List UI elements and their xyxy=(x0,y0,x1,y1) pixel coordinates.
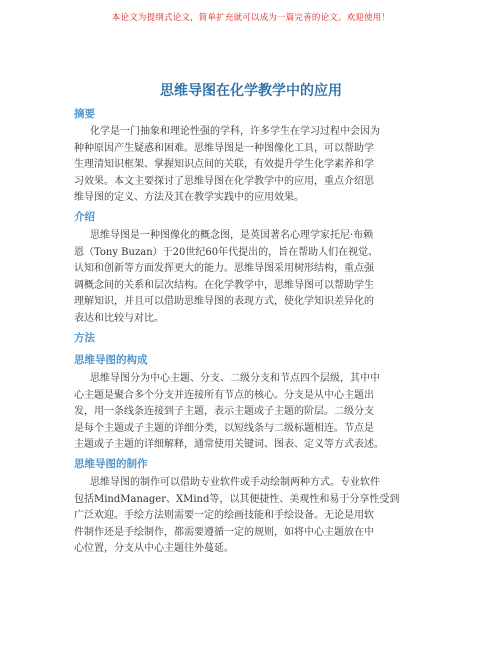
text-line: 发，用一条线条连接到子主题，表示主题或子主题的阶层。二级分支 xyxy=(74,406,374,418)
text-line: 思维导图分为中心主题、分支、二级分支和节点四个层级，其中中 xyxy=(90,373,380,384)
text-line: 表达和比较与对比。 xyxy=(74,312,164,324)
text-line: 化学是一门抽象和理论性强的学科，许多学生在学习过程中会因为 xyxy=(90,126,380,137)
top-banner-notice: 本论文为提纲式论文，简单扩充就可以成为一篇完善的论文。欢迎使用！ xyxy=(111,13,391,23)
text-line: 件制作还是手绘制作，都需要遵循一定的规则，如将中心主题放在中 xyxy=(74,526,374,538)
heading-method: 方法 xyxy=(74,332,95,344)
text-line: 恩（Tony Buzan）于20世纪60年代提出的，旨在帮助人们在视觉、 xyxy=(74,246,379,258)
text-line: 思维导图是一种图像化的概念图，是英国著名心理学家托尼·布赖 xyxy=(90,230,374,241)
text-line: 调概念间的关系和层次结构。在化学教学中，思维导图可以帮助学生 xyxy=(74,279,374,291)
paragraph-mindmap-structure xyxy=(74,371,436,454)
heading-mindmap-structure: 思维导图的构成 xyxy=(74,354,148,366)
text-line: 认知和创新等方面发挥更大的能力。思维导图采用树形结构，重点强 xyxy=(74,263,374,275)
heading-introduction: 介绍 xyxy=(74,211,95,223)
text-line: 思维导图的制作可以借助专业软件或手动绘制两种方式。专业软件 xyxy=(90,477,380,488)
text-line: 主题或子主题的详细解释，通常使用关键词、图表、定义等方式表述。 xyxy=(74,439,384,451)
text-line: 理解知识，并且可以借助思维导图的表现方式，使化学知识差异化的 xyxy=(74,296,374,308)
heading-mindmap-creation: 思维导图的制作 xyxy=(74,458,148,470)
text-line: 维导图的定义、方法及其在教学实践中的应用效果。 xyxy=(74,192,304,204)
paragraph-introduction xyxy=(74,228,436,328)
text-line: 广泛欢迎。手绘方法则需要一定的绘画技能和手绘设备。无论是用软 xyxy=(74,510,374,522)
text-line: 心位置，分支从中心主题往外蔓延。 xyxy=(74,543,234,555)
heading-abstract: 摘要 xyxy=(74,108,95,120)
text-line: 包括MindManager、XMind等，以其便捷性、美观性和易于分享性受到 xyxy=(74,493,400,505)
text-line: 是每个主题或子主题的详细分类，以短线条与二级标题相连。节点是 xyxy=(74,422,374,434)
text-line: 习效果。本文主要探讨了思维导图在化学教学中的应用，重点介绍思 xyxy=(74,175,374,187)
paragraph-mindmap-creation xyxy=(74,475,436,558)
paragraph-abstract xyxy=(74,124,436,207)
text-line: 心主题是聚合多个分支并连接所有节点的核心。分支是从中心主题出 xyxy=(74,389,374,401)
text-line: 生理清知识框架、掌握知识点间的关联，有效提升学生化学素养和学 xyxy=(74,159,374,171)
text-line: 种种原因产生疑惑和困难。思维导图是一种图像化工具，可以帮助学 xyxy=(74,142,374,154)
document-title: 思维导图在化学教学中的应用 xyxy=(160,83,342,99)
